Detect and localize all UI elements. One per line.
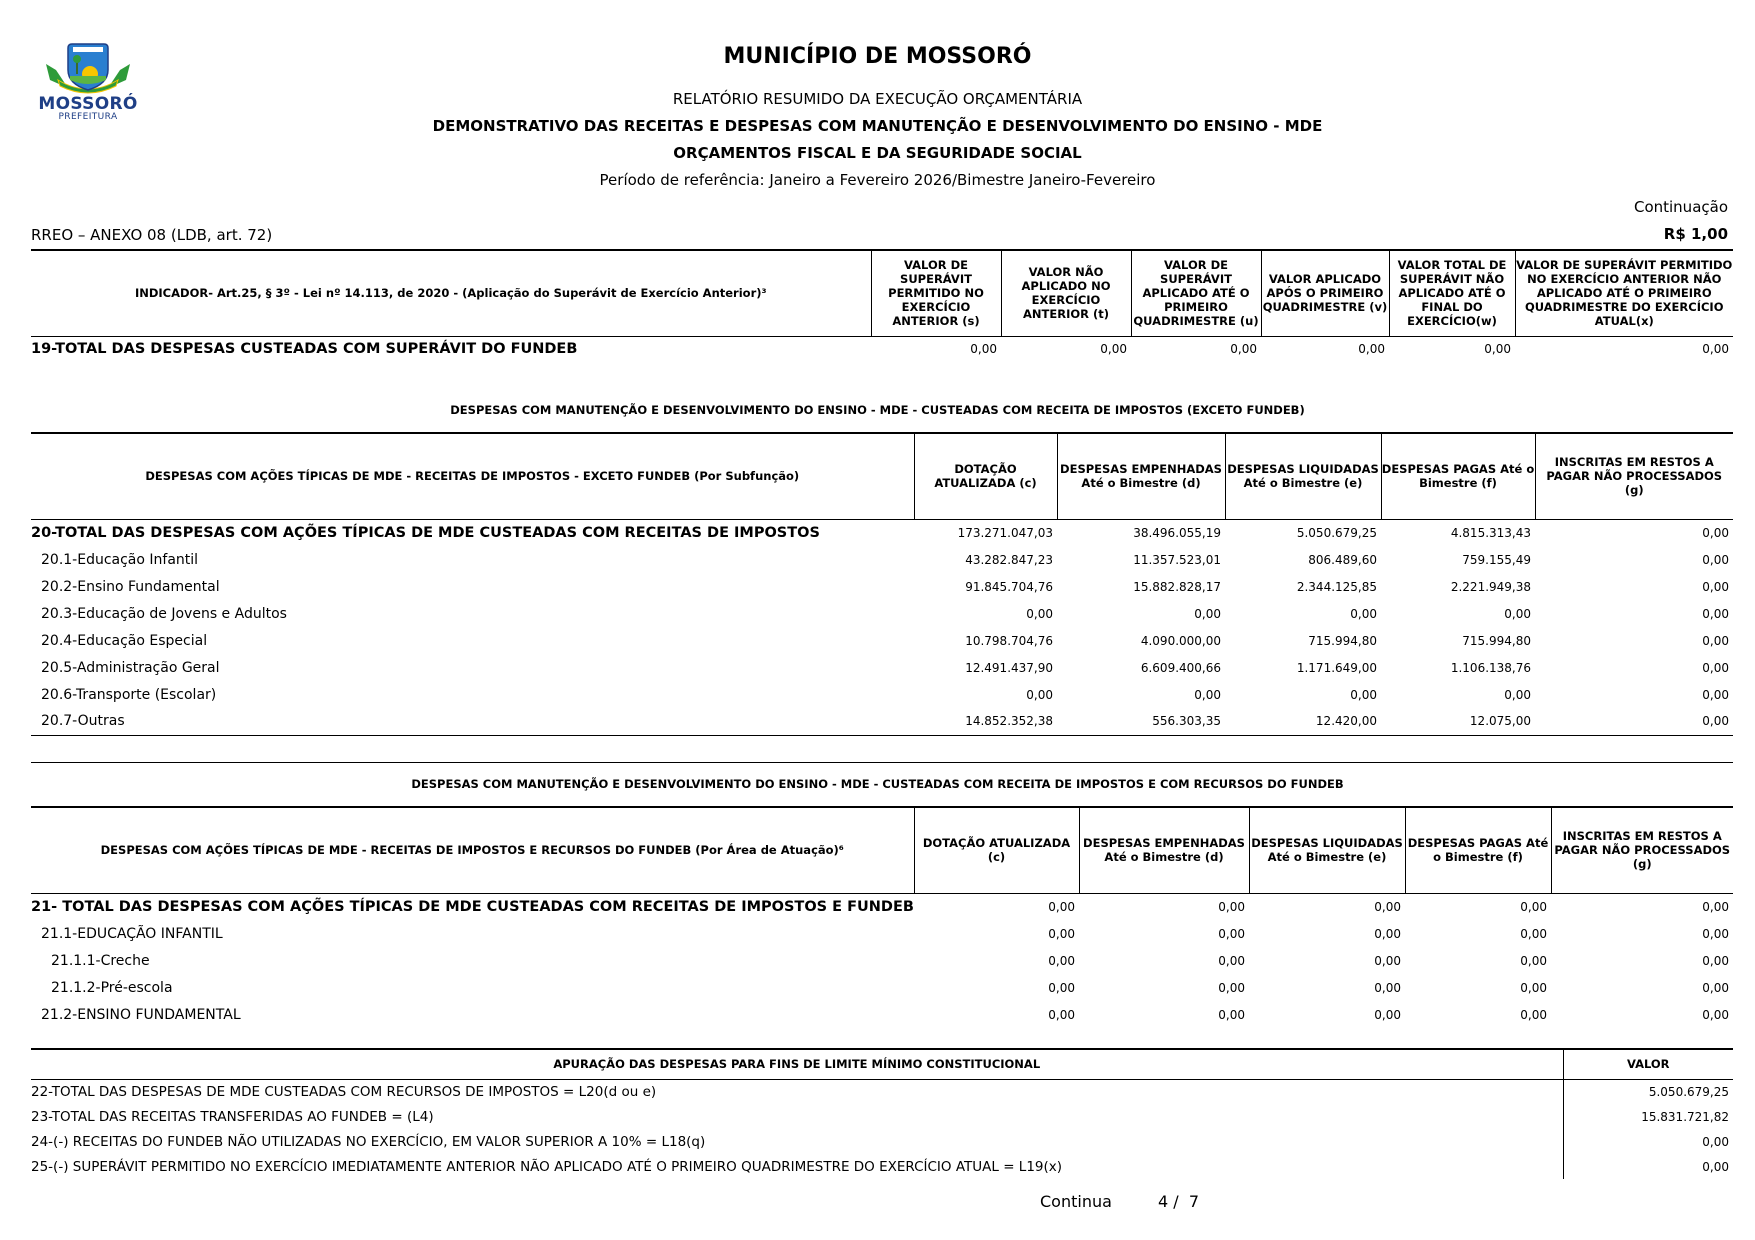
row-label: 20.4-Educação Especial: [41, 632, 208, 649]
row-label: 20.7-Outras: [41, 713, 125, 730]
cell-value: 0,00: [1702, 926, 1729, 941]
reference-period: Período de referência: Janeiro a Fevereiro 2026/Bimestre Janeiro-Fevereiro: [599, 171, 1156, 189]
cell-value: 12.075,00: [1469, 714, 1531, 729]
col-aplicado-1q: VALOR DE SUPERÁVIT APLICADO ATÉ O PRIMEIRO QUADRIMESTRE (u): [1131, 250, 1261, 336]
cell-value: 715.994,80: [1308, 633, 1377, 648]
table-row: [31, 974, 1733, 1001]
row-label: 20.1-Educação Infantil: [41, 551, 199, 568]
cell-value: 0,00: [1702, 1007, 1729, 1022]
cell-value: 0,00: [1520, 926, 1547, 941]
cell-value: 0,00: [1350, 687, 1377, 702]
cell-value: 0,00: [1026, 606, 1053, 621]
table-row: [31, 1129, 1733, 1154]
cell-value: 1.106.138,76: [1450, 660, 1531, 675]
continua-label: Continua: [1040, 1192, 1112, 1211]
section-title-impostos: DESPESAS COM MANUTENÇÃO E DESENVOLVIMENTO DO ENSINO - MDE - CUSTEADAS COM RECEITA DE IMPOSTOS (EXCETO FUNDEB): [450, 403, 1305, 417]
row-label: 20.6-Transporte (Escolar): [41, 686, 217, 703]
cell-value: 0,00: [1374, 926, 1401, 941]
cell-value: 0,00: [1218, 953, 1245, 968]
cell-value: 0,00: [1563, 1129, 1733, 1154]
table-row: [31, 654, 1733, 681]
cell-value: 0,00: [1374, 980, 1401, 995]
col-empenhadas: DESPESAS EMPENHADAS Até o Bimestre (d): [1057, 433, 1225, 519]
table-row: [31, 920, 1733, 947]
row-label: 20-TOTAL DAS DESPESAS COM AÇÕES TÍPICAS DE MDE CUSTEADAS COM RECEITAS DE IMPOSTOS: [31, 524, 820, 541]
table-row: [31, 600, 1733, 627]
cell-value: 2.221.949,38: [1450, 579, 1531, 594]
row-label: 21- TOTAL DAS DESPESAS COM AÇÕES TÍPICAS DE MDE CUSTEADAS COM RECEITAS DE IMPOSTOS E FUNDEB: [31, 898, 914, 915]
currency-unit: R$ 1,00: [1663, 225, 1728, 243]
table-row: [31, 519, 1733, 546]
table-row: [31, 573, 1733, 600]
page-title: MUNICÍPIO DE MOSSORÓ: [723, 44, 1032, 69]
col-dotacao: DOTAÇÃO ATUALIZADA (c): [914, 807, 1079, 893]
row-label: 25-(-) SUPERÁVIT PERMITIDO NO EXERCÍCIO IMEDIATAMENTE ANTERIOR NÃO APLICADO ATÉ O PRIMEIRO QUADRIMESTRE DO EXERCÍCIO ATUAL = L19(x): [31, 1158, 1063, 1175]
col-total-nao-aplicado: VALOR TOTAL DE SUPERÁVIT NÃO APLICADO ATÉ O FINAL DO EXERCÍCIO(w): [1389, 250, 1515, 336]
fundeb-table: [31, 806, 1733, 1028]
col-pagas: DESPESAS PAGAS Até o Bimestre (f): [1405, 807, 1551, 893]
table-row: [31, 1104, 1733, 1129]
cell-value: 0,00: [1504, 687, 1531, 702]
col-liquidadas: DESPESAS LIQUIDADAS Até o Bimestre (e): [1249, 807, 1405, 893]
apuracao-table: [31, 1048, 1733, 1179]
cell-value: 0,00: [1218, 1007, 1245, 1022]
cell-value: 0,00: [1702, 953, 1729, 968]
cell-value: 11.357.523,01: [1133, 552, 1221, 567]
col-valor: VALOR: [1563, 1049, 1733, 1079]
cell-value: 0,00: [1520, 953, 1547, 968]
col-restos-a-pagar: INSCRITAS EM RESTOS A PAGAR NÃO PROCESSADOS (g): [1551, 807, 1733, 893]
cell-value: 806.489,60: [1308, 552, 1377, 567]
cell-value: 0,00: [1218, 980, 1245, 995]
cell-value: 6.609.400,66: [1140, 660, 1221, 675]
cell-value: 0,00: [1358, 342, 1385, 357]
section-title-fundeb: DESPESAS COM MANUTENÇÃO E DESENVOLVIMENTO DO ENSINO - MDE - CUSTEADAS COM RECEITA DE IMPOSTOS E COM RECURSOS DO FUNDEB: [411, 777, 1344, 791]
col-permitido-nao-aplicado-atual: VALOR DE SUPERÁVIT PERMITIDO NO EXERCÍCIO ANTERIOR NÃO APLICADO ATÉ O PRIMEIRO QUADRIMESTRE DO EXERCÍCIO ATUAL(x): [1515, 250, 1733, 336]
report-statement: DEMONSTRATIVO DAS RECEITAS E DESPESAS COM MANUTENÇÃO E DESENVOLVIMENTO DO ENSINO - MDE: [432, 117, 1323, 135]
cell-value: 4.090.000,00: [1140, 633, 1221, 648]
cell-value: 759.155,49: [1462, 552, 1531, 567]
logo-subtitle: PREFEITURA: [58, 112, 118, 122]
table-row: [31, 1154, 1733, 1179]
cell-value: 0,00: [1218, 926, 1245, 941]
cell-value: 0,00: [970, 342, 997, 357]
col-superavit-permitido: VALOR DE SUPERÁVIT PERMITIDO NO EXERCÍCIO ANTERIOR (s): [871, 250, 1001, 336]
cell-value: 0,00: [1563, 1154, 1733, 1179]
superavit-table: [31, 249, 1733, 362]
col-aplicado-apos-1q: VALOR APLICADO APÓS O PRIMEIRO QUADRIMESTRE (v): [1261, 250, 1389, 336]
row-label: 21.1.1-Creche: [51, 952, 150, 969]
col-indicator: INDICADOR- Art.25, § 3º - Lei nº 14.113, de 2020 - (Aplicação do Superávit de Exercício Anterior)³: [134, 286, 767, 301]
col-subfuncao: DESPESAS COM AÇÕES TÍPICAS DE MDE - RECEITAS DE IMPOSTOS - EXCETO FUNDEB (Por Subfunção): [145, 469, 800, 484]
cell-value: 0,00: [1374, 953, 1401, 968]
cell-value: 0,00: [1048, 953, 1075, 968]
col-area-atuacao: DESPESAS COM AÇÕES TÍPICAS DE MDE - RECEITAS DE IMPOSTOS E RECURSOS DO FUNDEB (Por Área de Atuação)⁶: [100, 843, 844, 858]
cell-value: 0,00: [1702, 714, 1729, 729]
cell-value: 0,00: [1702, 980, 1729, 995]
cell-value: 0,00: [1194, 606, 1221, 621]
row-label: 20.5-Administração Geral: [41, 659, 220, 676]
cell-value: 0,00: [1350, 606, 1377, 621]
col-apuracao: APURAÇÃO DAS DESPESAS PARA FINS DE LIMITE MÍNIMO CONSTITUCIONAL: [553, 1057, 1041, 1072]
table-row: [31, 1001, 1733, 1028]
cell-value: 715.994,80: [1462, 633, 1531, 648]
table-row: [31, 947, 1733, 974]
table-row: [31, 1079, 1733, 1104]
cell-value: 0,00: [1520, 1007, 1547, 1022]
cell-value: 0,00: [1702, 660, 1729, 675]
section-divider: [31, 762, 1733, 763]
row-label: 20.2-Ensino Fundamental: [41, 578, 220, 595]
row-label: 21.2-ENSINO FUNDAMENTAL: [41, 1006, 241, 1023]
table-row: [31, 681, 1733, 708]
cell-value: 0,00: [1702, 552, 1729, 567]
cell-value: 0,00: [1702, 342, 1729, 357]
col-pagas: DESPESAS PAGAS Até o Bimestre (f): [1381, 433, 1535, 519]
cell-value: 5.050.679,25: [1296, 525, 1377, 540]
row-label: 20.3-Educação de Jovens e Adultos: [41, 605, 287, 622]
cell-value: 0,00: [1374, 1007, 1401, 1022]
cell-value: 0,00: [1048, 899, 1075, 914]
cell-value: 0,00: [1230, 342, 1257, 357]
cell-value: 0,00: [1374, 899, 1401, 914]
cell-value: 10.798.704,76: [965, 633, 1053, 648]
cell-value: 43.282.847,23: [965, 552, 1053, 567]
cell-value: 91.845.704,76: [965, 579, 1053, 594]
col-restos-a-pagar: INSCRITAS EM RESTOS A PAGAR NÃO PROCESSADOS (g): [1535, 433, 1733, 519]
impostos-table: [31, 432, 1733, 736]
cell-value: 173.271.047,03: [957, 525, 1053, 540]
table-row: [31, 627, 1733, 654]
annex-label: RREO – ANEXO 08 (LDB, art. 72): [31, 226, 273, 244]
cell-value: 0,00: [1702, 606, 1729, 621]
table-row: [31, 336, 1733, 362]
row-label: 21.1-EDUCAÇÃO INFANTIL: [41, 925, 223, 942]
cell-value: 0,00: [1504, 606, 1531, 621]
logo-wordmark: MOSSORÓ: [38, 94, 138, 114]
cell-value: 0,00: [1520, 899, 1547, 914]
col-nao-aplicado: VALOR NÃO APLICADO NO EXERCÍCIO ANTERIOR (t): [1001, 250, 1131, 336]
cell-value: 0,00: [1520, 980, 1547, 995]
cell-value: 0,00: [1218, 899, 1245, 914]
cell-value: 0,00: [1100, 342, 1127, 357]
col-liquidadas: DESPESAS LIQUIDADAS Até o Bimestre (e): [1225, 433, 1381, 519]
cell-value: 0,00: [1026, 687, 1053, 702]
cell-value: 15.831.721,82: [1563, 1104, 1733, 1129]
report-name: RELATÓRIO RESUMIDO DA EXECUÇÃO ORÇAMENTÁRIA: [672, 90, 1083, 108]
cell-value: 15.882.828,17: [1133, 579, 1221, 594]
table-row: [31, 893, 1733, 920]
cell-value: 2.344.125,85: [1296, 579, 1377, 594]
col-dotacao: DOTAÇÃO ATUALIZADA (c): [914, 433, 1057, 519]
report-budget-scope: ORÇAMENTOS FISCAL E DA SEGURIDADE SOCIAL: [673, 144, 1082, 162]
cell-value: 0,00: [1048, 1007, 1075, 1022]
cell-value: 556.303,35: [1152, 714, 1221, 729]
table-row: [31, 546, 1733, 573]
cell-value: 0,00: [1702, 579, 1729, 594]
table-row: [31, 708, 1733, 735]
row-label: 21.1.2-Pré-escola: [51, 979, 173, 996]
continuation-label: Continuação: [1633, 198, 1728, 216]
cell-value: 0,00: [1702, 899, 1729, 914]
cell-value: 14.852.352,38: [965, 714, 1053, 729]
row-label: 23-TOTAL DAS RECEITAS TRANSFERIDAS AO FUNDEB = (L4): [31, 1108, 434, 1125]
cell-value: 12.420,00: [1315, 714, 1377, 729]
page-indicator: 4 / 7: [1158, 1192, 1200, 1211]
cell-value: 0,00: [1702, 525, 1729, 540]
row-label: 19-TOTAL DAS DESPESAS CUSTEADAS COM SUPERÁVIT DO FUNDEB: [31, 341, 578, 358]
cell-value: 12.491.437,90: [965, 660, 1053, 675]
row-label: 22-TOTAL DAS DESPESAS DE MDE CUSTEADAS COM RECURSOS DE IMPOSTOS = L20(d ou e): [31, 1083, 657, 1100]
cell-value: 0,00: [1048, 980, 1075, 995]
cell-value: 1.171.649,00: [1296, 660, 1377, 675]
row-label: 24-(-) RECEITAS DO FUNDEB NÃO UTILIZADAS NO EXERCÍCIO, EM VALOR SUPERIOR A 10% = L18(q): [31, 1133, 706, 1150]
cell-value: 0,00: [1194, 687, 1221, 702]
cell-value: 4.815.313,43: [1450, 525, 1531, 540]
cell-value: 5.050.679,25: [1563, 1079, 1733, 1104]
cell-value: 38.496.055,19: [1133, 525, 1221, 540]
cell-value: 0,00: [1702, 687, 1729, 702]
cell-value: 0,00: [1048, 926, 1075, 941]
cell-value: 0,00: [1484, 342, 1511, 357]
col-empenhadas: DESPESAS EMPENHADAS Até o Bimestre (d): [1079, 807, 1249, 893]
cell-value: 0,00: [1702, 633, 1729, 648]
